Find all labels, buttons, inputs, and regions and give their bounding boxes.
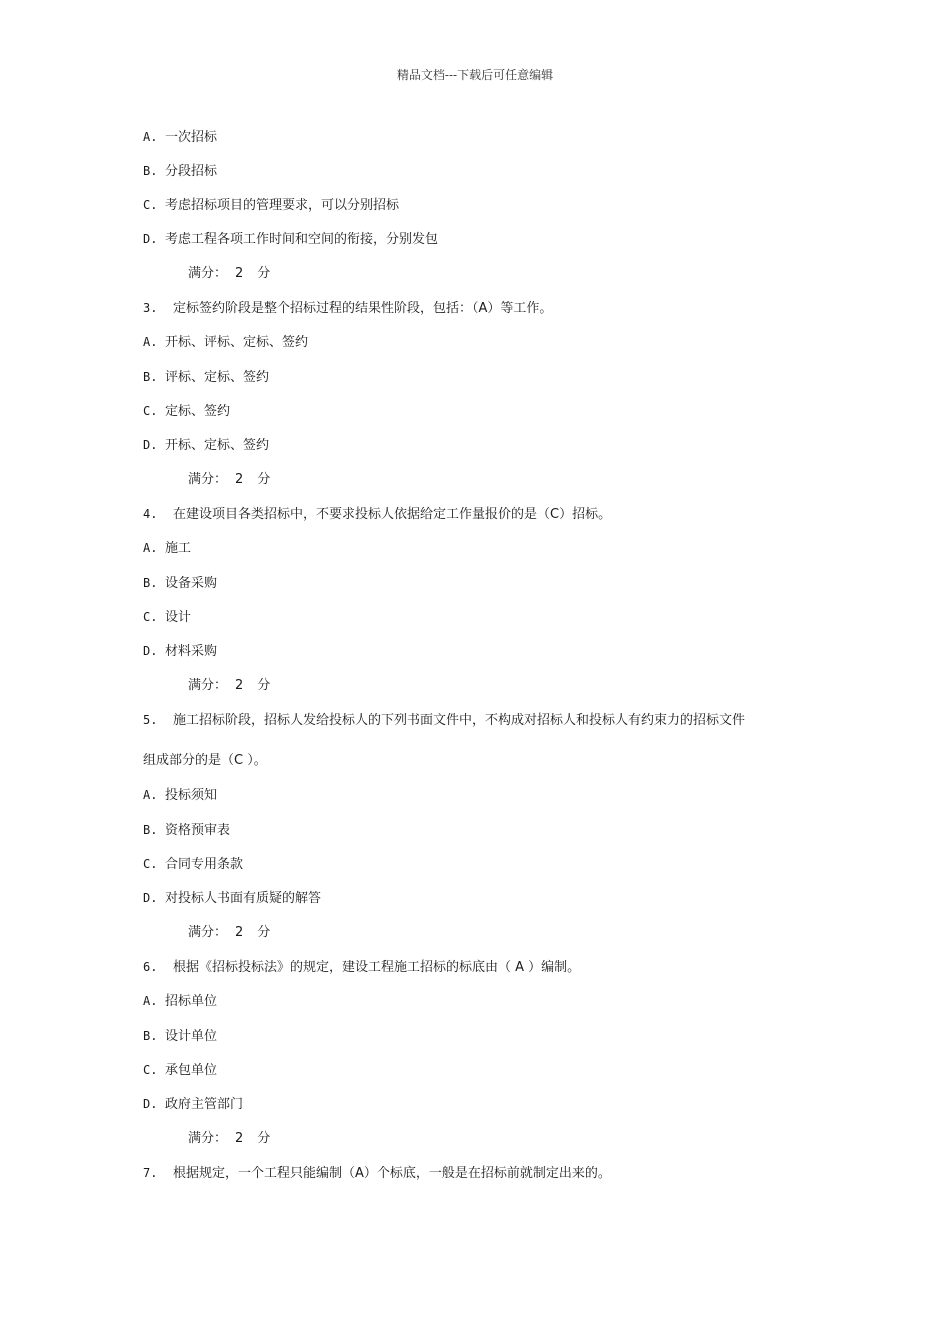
score-points: 2 (235, 1131, 244, 1146)
option-label: D. (143, 232, 158, 246)
q5-option-c[interactable] (143, 856, 243, 873)
score-unit: 分 (257, 266, 271, 281)
score-points: 2 (235, 925, 244, 940)
option-label: D. (143, 1097, 158, 1111)
q4-score (188, 678, 270, 694)
option-label: B. (143, 164, 158, 178)
score-unit: 分 (257, 472, 271, 487)
q3-option-d[interactable] (143, 437, 269, 454)
q6-option-b[interactable] (143, 1028, 217, 1045)
q5-option-a[interactable] (143, 787, 217, 804)
option-label: D. (143, 891, 158, 905)
question-text: 在建设项目各类招标中，不要求投标人依据给定工作量报价的是（C）招标。 (173, 507, 612, 522)
q7-stem (143, 1165, 611, 1182)
option-text: 设备采购 (165, 576, 218, 591)
option-text: 政府主管部门 (165, 1097, 244, 1112)
score-label: 满分： (188, 925, 228, 940)
q6-score (188, 1131, 270, 1147)
q2-option-a[interactable] (143, 129, 217, 146)
question-text: 施工招标阶段，招标人发给投标人的下列书面文件中，不构成对招标人和投标人有约束力的招标文件 (173, 713, 746, 728)
option-text: 评标、定标、签约 (165, 370, 270, 385)
question-number: 7. (143, 1166, 158, 1180)
option-text: 开标、评标、定标、签约 (165, 335, 309, 350)
option-label: A. (143, 541, 158, 555)
option-text: 考虑工程各项工作时间和空间的衔接，分别发包 (165, 232, 439, 247)
option-text: 资格预审表 (165, 823, 231, 838)
q4-stem (143, 506, 611, 523)
score-label: 满分： (188, 266, 228, 281)
option-text: 分段招标 (165, 164, 218, 179)
q5-stem (143, 712, 745, 729)
q2-option-d[interactable] (143, 231, 438, 248)
option-label: A. (143, 335, 158, 349)
score-points: 2 (235, 472, 244, 487)
option-label: C. (143, 610, 158, 624)
q4-option-d[interactable] (143, 643, 217, 660)
option-label: C. (143, 1063, 158, 1077)
score-points: 2 (235, 266, 244, 281)
question-number: 4. (143, 507, 158, 521)
question-text: 根据《招标投标法》的规定，建设工程施工招标的标底由（ A ）编制。 (173, 960, 581, 975)
page-header: 精品文档---下载后可任意编辑 (396, 68, 554, 82)
question-number: 3. (143, 301, 158, 315)
score-points: 2 (235, 678, 244, 693)
q5-option-d[interactable] (143, 890, 321, 907)
score-unit: 分 (257, 678, 271, 693)
q2-score (188, 266, 270, 282)
option-text: 施工 (165, 541, 192, 556)
q3-stem (143, 300, 552, 317)
option-label: B. (143, 823, 158, 837)
option-text: 定标、签约 (165, 404, 231, 419)
q6-option-d[interactable] (143, 1096, 243, 1113)
q5-stem-continued: 组成部分的是（C ）。 (143, 753, 267, 768)
score-label: 满分： (188, 678, 228, 693)
question-text: 定标签约阶段是整个招标过程的结果性阶段，包括：（A）等工作。 (173, 301, 553, 316)
option-text: 一次招标 (165, 130, 218, 145)
option-text: 设计单位 (165, 1029, 218, 1044)
option-label: C. (143, 198, 158, 212)
option-text: 投标须知 (165, 788, 218, 803)
q3-score (188, 472, 270, 488)
option-label: C. (143, 404, 158, 418)
option-text: 承包单位 (165, 1063, 218, 1078)
option-text: 招标单位 (165, 994, 218, 1009)
q4-option-b[interactable] (143, 575, 217, 592)
score-label: 满分： (188, 1131, 228, 1146)
q5-option-b[interactable] (143, 822, 230, 839)
option-text: 设计 (165, 610, 192, 625)
q5-score (188, 925, 270, 941)
option-label: B. (143, 370, 158, 384)
question-number: 6. (143, 960, 158, 974)
q3-option-b[interactable] (143, 369, 269, 386)
q6-option-a[interactable] (143, 993, 217, 1010)
option-text: 合同专用条款 (165, 857, 244, 872)
q4-option-c[interactable] (143, 609, 191, 626)
option-label: A. (143, 130, 158, 144)
option-label: B. (143, 1029, 158, 1043)
q2-option-b[interactable] (143, 163, 217, 180)
option-label: B. (143, 576, 158, 590)
option-text: 开标、定标、签约 (165, 438, 270, 453)
score-unit: 分 (257, 1131, 271, 1146)
q4-option-a[interactable] (143, 540, 191, 557)
option-label: C. (143, 857, 158, 871)
score-label: 满分： (188, 472, 228, 487)
option-label: A. (143, 994, 158, 1008)
q6-option-c[interactable] (143, 1062, 217, 1079)
option-label: A. (143, 788, 158, 802)
option-text: 材料采购 (165, 644, 218, 659)
score-unit: 分 (257, 925, 271, 940)
question-number: 5. (143, 713, 158, 727)
q3-option-c[interactable] (143, 403, 230, 420)
option-text: 考虑招标项目的管理要求，可以分别招标 (165, 198, 400, 213)
question-text: 根据规定，一个工程只能编制（A）个标底，一般是在招标前就制定出来的。 (173, 1166, 611, 1181)
q3-option-a[interactable] (143, 334, 308, 351)
option-label: D. (143, 644, 158, 658)
q2-option-c[interactable] (143, 197, 399, 214)
option-label: D. (143, 438, 158, 452)
option-text: 对投标人书面有质疑的解答 (165, 891, 322, 906)
q6-stem (143, 959, 580, 976)
